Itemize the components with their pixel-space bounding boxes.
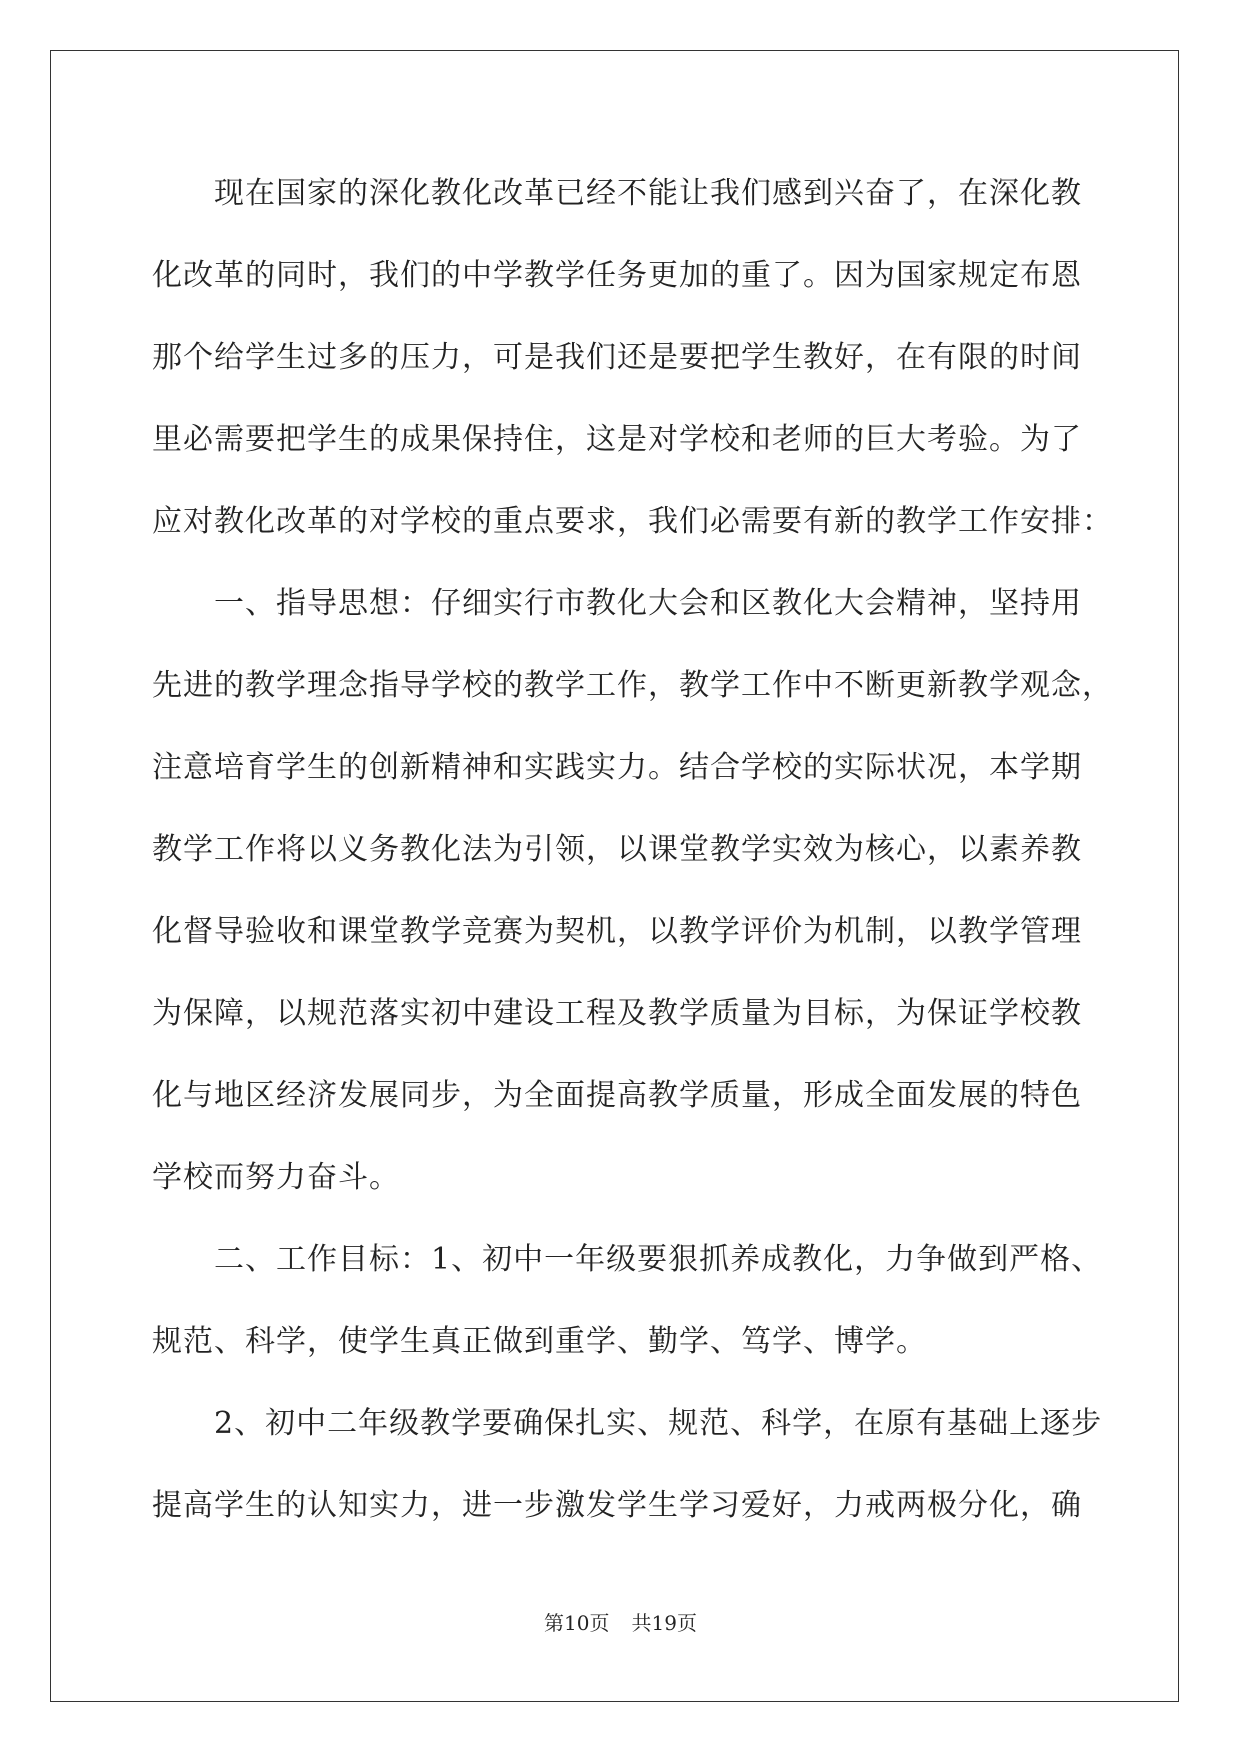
text-line: 一、指导思想：仔细实行市教化大会和区教化大会精神，坚持用 <box>152 586 1082 621</box>
text-line: 提高学生的认知实力，进一步激发学生学习爱好，力戒两极分化，确 <box>152 1488 1082 1523</box>
text-line: 为保障，以规范落实初中建设工程及教学质量为目标，为保证学校教 <box>152 996 1082 1031</box>
text-line: 化督导验收和课堂教学竞赛为契机，以教学评价为机制，以教学管理 <box>152 914 1082 949</box>
text-line: 注意培育学生的创新精神和实践实力。结合学校的实际状况，本学期 <box>152 750 1082 785</box>
text-line: 学校而努力奋斗。 <box>152 1160 400 1195</box>
text-line: 应对教化改革的对学校的重点要求，我们必需要有新的教学工作安排： <box>152 504 1113 539</box>
text-line: 化与地区经济发展同步，为全面提高教学质量，形成全面发展的特色 <box>152 1078 1082 1113</box>
text-line: 那个给学生过多的压力，可是我们还是要把学生教好，在有限的时间 <box>152 340 1082 375</box>
text-line: 教学工作将以义务教化法为引领，以课堂教学实效为核心，以素养教 <box>152 832 1082 867</box>
text-line: 二、工作目标：1、初中一年级要狠抓养成教化，力争做到严格、 <box>152 1242 1103 1277</box>
page-number: 第10页 <box>544 1611 610 1635</box>
text-line: 先进的教学理念指导学校的教学工作，教学工作中不断更新教学观念， <box>152 668 1113 703</box>
text-line: 2、初中二年级教学要确保扎实、规范、科学，在原有基础上逐步 <box>152 1406 1103 1441</box>
text-line: 规范、科学，使学生真正做到重学、勤学、笃学、博学。 <box>152 1324 927 1359</box>
text-line: 化改革的同时，我们的中学教学任务更加的重了。因为国家规定布恩 <box>152 258 1082 293</box>
text-line: 现在国家的深化教化改革已经不能让我们感到兴奋了，在深化教 <box>152 176 1082 211</box>
page-footer <box>0 1607 1241 1636</box>
page-total: 共19页 <box>631 1611 697 1635</box>
text-line: 里必需要把学生的成果保持住，这是对学校和老师的巨大考验。为了 <box>152 422 1082 457</box>
document-body <box>152 167 1113 1561</box>
